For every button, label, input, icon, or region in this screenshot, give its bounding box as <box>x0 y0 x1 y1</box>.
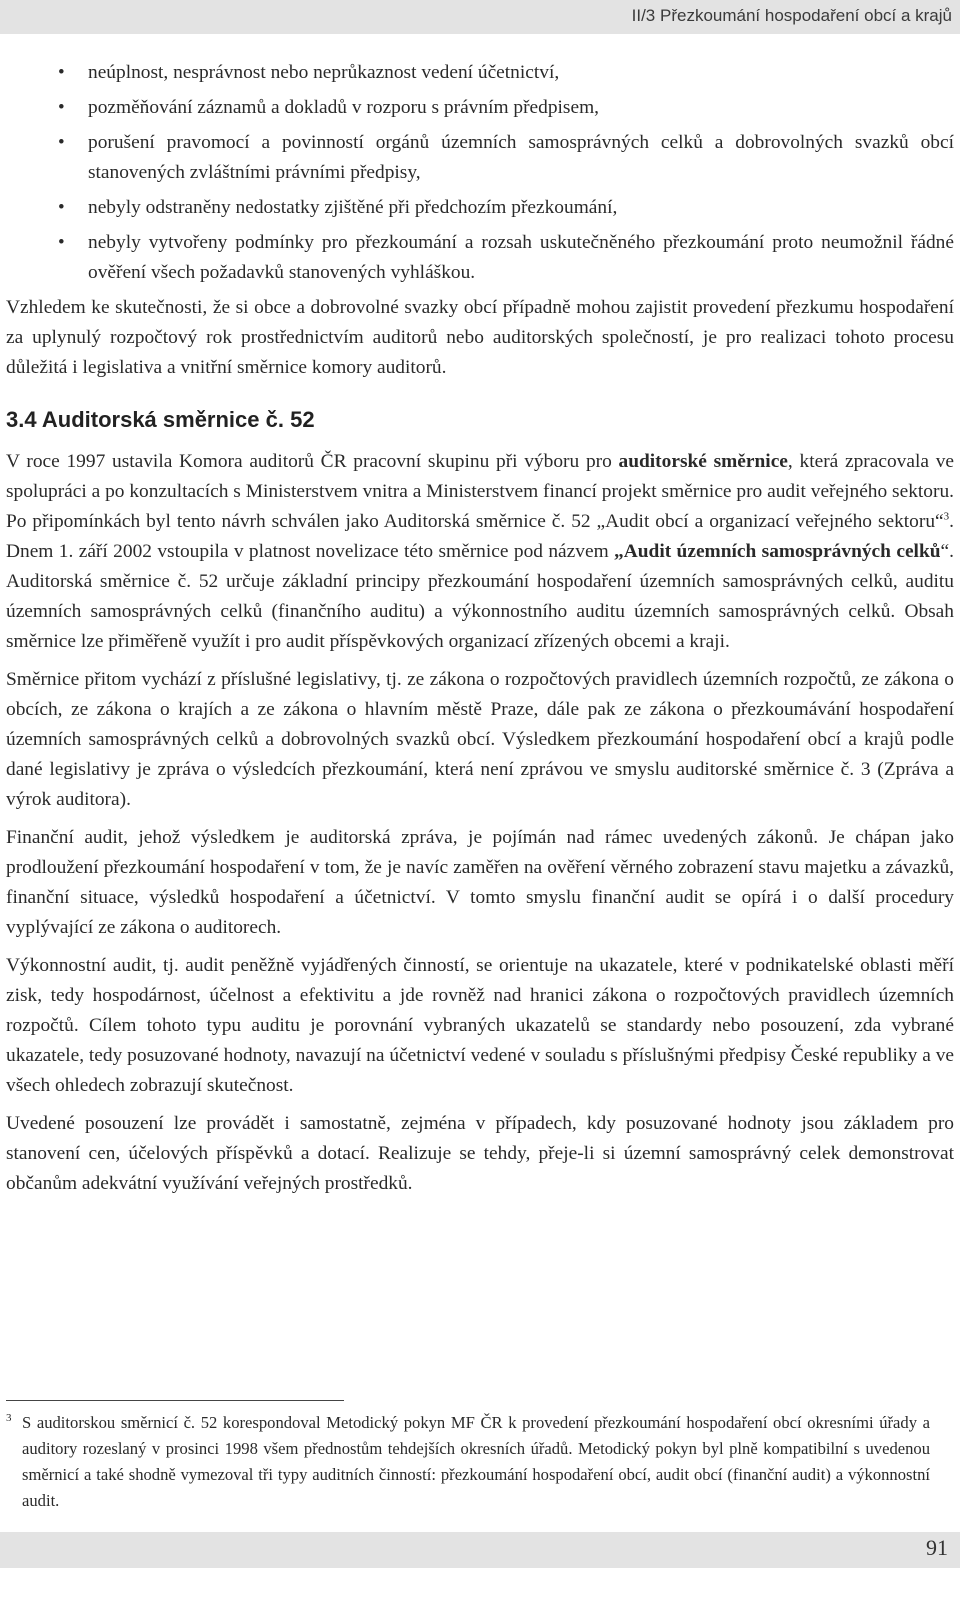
list-item-text: porušení pravomocí a povinností orgánů územních samosprávných celků a dobrovolných svazků obcí stanovených zvláštními právními předpisy, <box>88 132 954 183</box>
footnote-divider <box>6 1400 344 1401</box>
bullet-icon: • <box>58 97 65 118</box>
bold-title: „Audit územních samosprávných celků <box>614 541 941 562</box>
bullet-icon: • <box>58 197 65 218</box>
header-bar <box>0 0 960 34</box>
paragraph-auditorska-smernice: V roce 1997 ustavila Komora auditorů ČR pracovní skupinu při výboru pro auditorské směrnice, která zpracovala ve spolupráci a po konzultacích s Ministerstvem vnitra a Ministerstvem financí projekt směrnice pro audit veřejného sektoru. Po připomínkách byl tento návrh schválen jako Auditorská směrnice č. 52 „Audit obcí a organizací veřejného sektoru“$^3$. Dnem 1. září 2002 vstoupila v platnost novelizace této směrnice pod názvem „Audit územních samosprávných celků“. Auditorská směrnice č. 52 určuje základní principy přezkoumání hospodaření územních samosprávných celků, auditu územních samosprávných celků (finančního auditu) a výkonnostního auditu územních samosprávných celků. Obsah směrnice lze přiměřeně využít i pro audit příspěvkových organizací zřízených obcemi a kraji. <box>6 451 954 652</box>
page-number: 91 <box>926 1535 948 1560</box>
intro-paragraph: Vzhledem ke skutečnosti, že si obce a dobrovolné svazky obcí případně mohou zajistit provedení přezkumu hospodaření za uplynulý rozpočtový rok prostřednictvím auditorů nebo auditorských společností, je pro realizaci tohoto procesu důležitá i legislativa a vnitřní směrnice komory auditorů. <box>6 297 954 378</box>
bold-term: auditorské směrnice <box>618 451 788 472</box>
list-item <box>6 228 954 288</box>
footer-bar <box>0 1532 960 1568</box>
list-item-text: nebyly vytvořeny podmínky pro přezkoumání a rozsah uskutečněného přezkoumání proto neumožnil řádné ověření všech požadavků stanovených vyhláškou. <box>88 232 954 283</box>
footnote-reference[interactable]: 3 <box>943 510 950 523</box>
bullet-list <box>6 58 954 288</box>
footnote <box>6 1410 930 1514</box>
footnote-mark: 3 <box>6 1412 12 1424</box>
bullet-icon: • <box>58 62 65 83</box>
paragraph-financni-audit: Finanční audit, jehož výsledkem je auditorská zpráva, je pojímán nad rámec uvedených zákonů. Je chápan jako prodloužení přezkoumání hospodaření v tom, že je navíc zaměřen na ověření věrného zobrazení stavu majetku a závazků, finanční situace, výsledků hospodaření a účetnictví. V tomto smyslu finanční audit se opírá i o další procedury vyplývající ze zákona o auditorech. <box>6 827 954 938</box>
running-header-title: II/3 Přezkoumání hospodaření obcí a krajů <box>631 6 952 25</box>
list-item <box>6 93 954 123</box>
list-item-text: pozměňování záznamů a dokladů v rozporu s právním předpisem, <box>88 97 600 118</box>
paragraph-legislativa: Směrnice přitom vychází z příslušné legislativy, tj. ze zákona o rozpočtových pravidlech územních rozpočtů, ze zákona o obcích, ze zákona o krajích a ze zákona o hlavním městě Praze, dále pak ze zákona o přezkoumávání hospodaření územních samosprávných celků a dobrovolných svazků obcí. Výsledkem přezkoumání hospodaření obcí a krajů podle dané legislativy je zpráva o výsledcích přezkoumání, která není zprávou ve smyslu auditorské směrnice č. 3 (Zpráva a výrok auditora). <box>6 669 954 810</box>
page-body <box>6 58 954 1207</box>
list-item-text: nebyly odstraněny nedostatky zjištěné při předchozím přezkoumání, <box>88 197 618 218</box>
paragraph-posouzeni: Uvedené posouzení lze provádět i samostatně, zejména v případech, kdy posuzované hodnoty jsou základem pro stanovení cen, účelových příspěvků a dotací. Realizuje se tehdy, přeje-li si územní samosprávný celek demonstrovat občanům adekvátní využívání veřejných prostředků. <box>6 1113 954 1194</box>
bullet-icon: • <box>58 232 65 253</box>
list-item <box>6 58 954 88</box>
list-item-text: neúplnost, nesprávnost nebo neprůkaznost vedení účetnictví, <box>88 62 560 83</box>
list-item <box>6 193 954 223</box>
bullet-icon: • <box>58 132 65 153</box>
footnote-text: S auditorskou směrnicí č. 52 korespondoval Metodický pokyn MF ČR k provedení přezkoumání hospodaření obcí okresními úřady a auditory rozeslaný v prosinci 1998 všem přednostům tehdejších okresních úřadů. Metodický pokyn byl plně kompatibilní s uvedenou směrnicí a také shodně vymezoval tři typy auditních činností: přezkoumání hospodaření obcí, audit obcí (finanční audit) a výkonnostní audit. <box>22 1413 930 1510</box>
section-heading: 3.4 Auditorská směrnice č. 52 <box>6 407 315 432</box>
paragraph-vykonnostni-audit: Výkonnostní audit, tj. audit peněžně vyjádřených činností, se orientuje na ukazatele, které v podnikatelské oblasti měří zisk, tedy hospodárnost, účelnost a efektivitu a jde rovněž nad hranici zákona o rozpočtových pravidlech územních rozpočtů. Cílem tohoto typu auditu je porovnání vybraných ukazatelů se standardy nebo posouzení, zda vybrané ukazatele, tedy posuzované hodnoty, navazují na účetnictví vedené v souladu s příslušnými předpisy České republiky a ve všech ohledech zobrazují skutečnost. <box>6 955 954 1096</box>
list-item <box>6 128 954 188</box>
